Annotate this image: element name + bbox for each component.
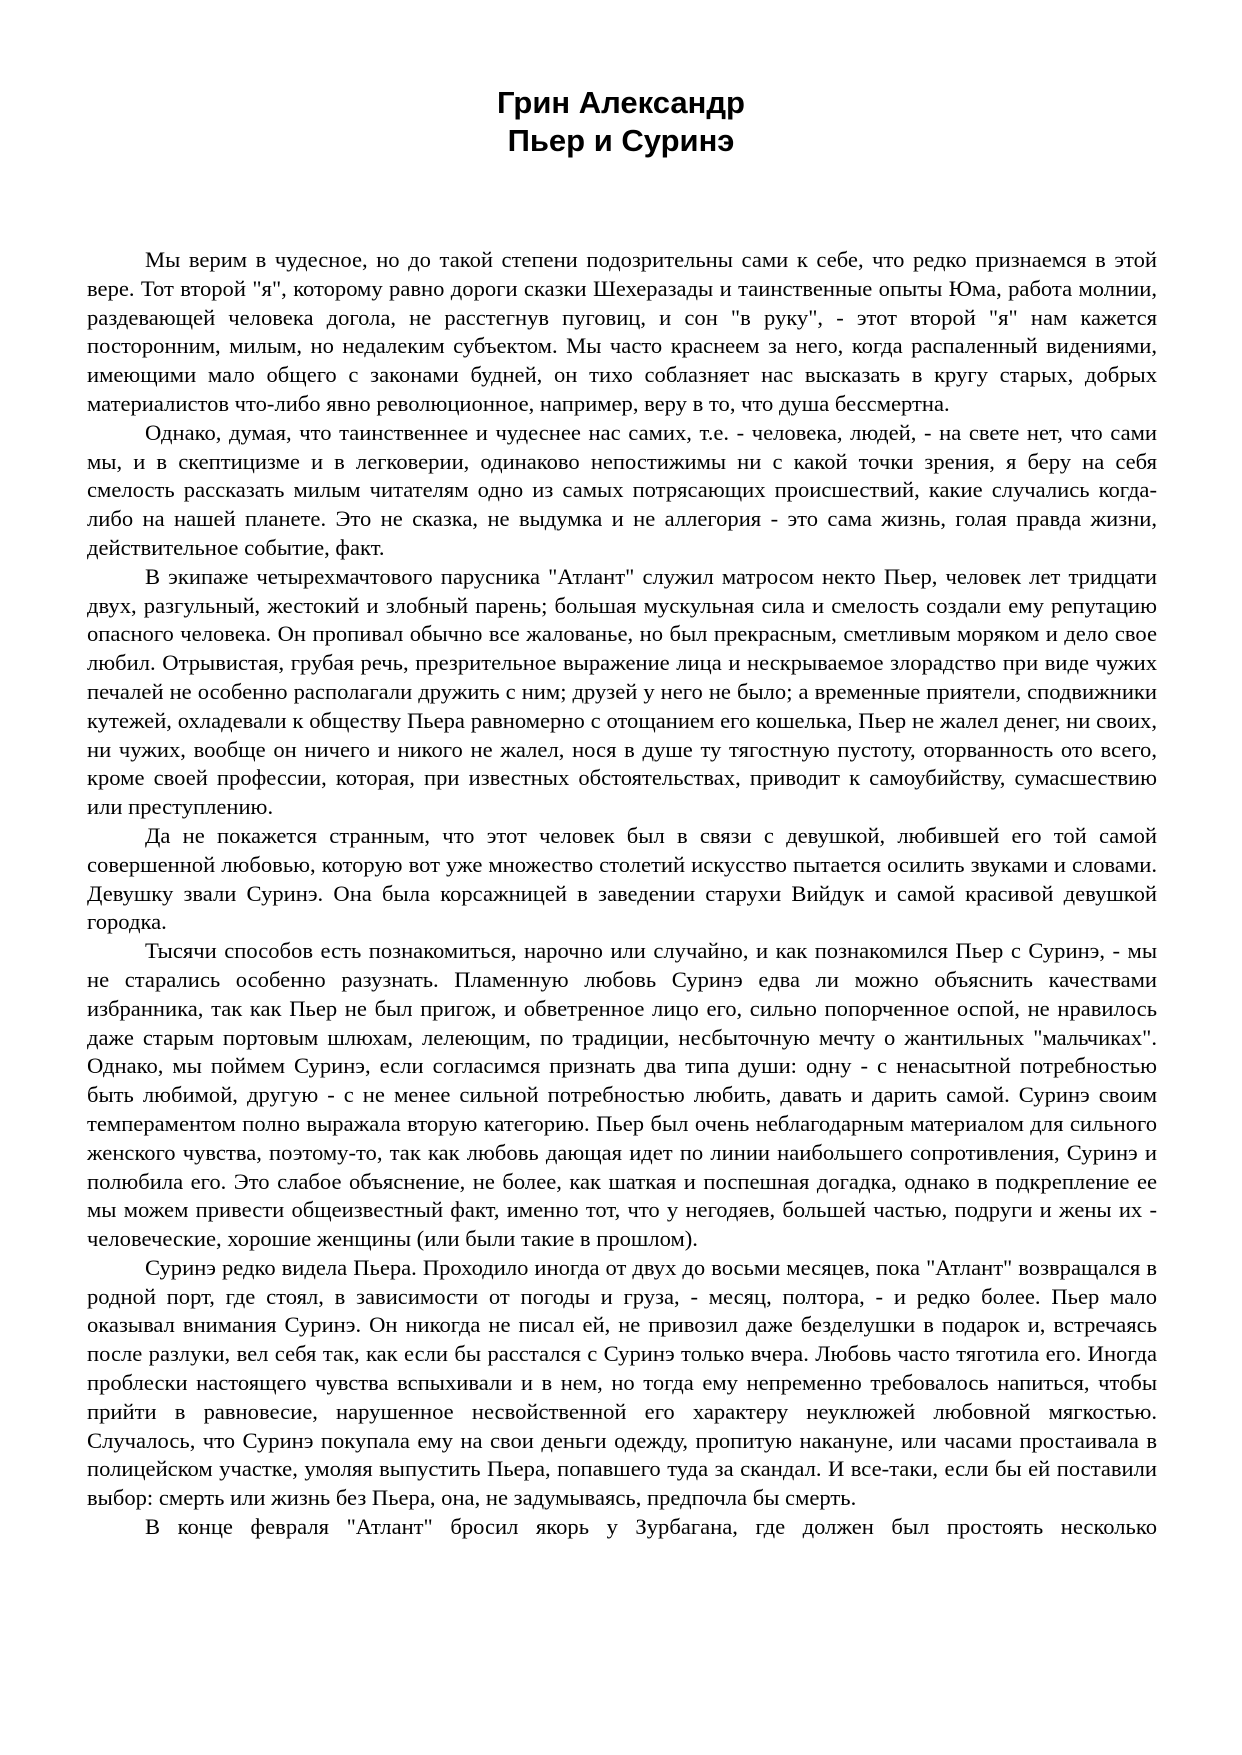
story-title: Пьер и Суринэ <box>507 123 735 158</box>
paragraph: Да не покажется странным, что этот человек был в связи с девушкой, любившей его той самой совершенной любовью, которую вот уже множество столетий искусство пытается осилить звуками и словами. Девушку звали Суринэ. Она была корсажницей в заведении старухи Вийдук и самой красивой девушкой городка. <box>87 822 1157 935</box>
author-name: Грин Александр <box>497 85 745 120</box>
paragraph: Мы верим в чудесное, но до такой степени подозрительны сами к себе, что редко признаемся в этой вере. Тот второй "я", которому равно дороги сказки Шехеразады и таинственные опыты Юма, работа молнии, раздевающей человека догола, не расстегнув пуговиц, и сон "в руку", - этот второй "я" нам кажется посторонним, милым, но недалеким субъектом. Мы часто краснеем за него, когда распаленный видениями, имеющими мало общего с законами будней, он тихо соблазняет нас высказать в кругу старых, добрых материалистов что-либо явно революционное, например, веру в то, что душа бессмертна. <box>87 247 1157 416</box>
paragraph: Тысячи способов есть познакомиться, нарочно или случайно, и как познакомился Пьер с Суринэ, - мы не старались особенно разузнать. Пламенную любовь Суринэ едва ли можно объяснить качествами избранника, так как Пьер не был пригож, и обветренное лицо его, сильно попорченное оспой, не нравилось даже старым портовым шлюхам, лелеющим, по традиции, несбыточную мечту о жантильных "мальчиках". Однако, мы поймем Суринэ, если согласимся признать два типа души: одну - с ненасытной потребностью быть любимой, другую - с не менее сильной потребностью любить, давать и дарить самой. Суринэ своим темпераментом полно выражала вторую категорию. Пьер был очень неблагодарным материалом для сильного женского чувства, поэтому-то, так как любовь дающая идет по линии наибольшего сопротивления, Суринэ и полюбила его. Это слабое объяснение, не более, как шаткая и поспешная догадка, однако в подкрепление ее мы можем привести общеизвестный факт, именно тот, что у негодяев, большей частью, подруги и жены их - человеческие, хорошие женщины (или были такие в прошлом). <box>87 938 1157 1252</box>
paragraph: Суринэ редко видела Пьера. Проходило иногда от двух до восьми месяцев, пока "Атлант" возвращался в родной порт, где стоял, в зависимости от погоды и груза, - месяц, полтора, - и редко более. Пьер мало оказывал внимания Суринэ. Он никогда не писал ей, не привозил даже безделушки в подарок и, встречаясь после разлуки, вел себя так, как если бы расстался с Суринэ только вчера. Любовь часто тяготила его. Иногда проблески настоящего чувства вспыхивали и в нем, но тогда ему непременно требовалось напиться, чтобы прийти в равновесие, нарушенное несвойственной его характеру неуклюжей любовной мягкостью. Случалось, что Суринэ покупала ему на свои деньги одежду, пропитую накануне, или часами простаивала в полицейском участке, умоляя выпустить Пьера, попавшего туда за скандал. И все-таки, если бы ей поставили выбор: смерть или жизнь без Пьера, она, не задумываясь, предпочла бы смерть. <box>87 1254 1157 1511</box>
paragraph: В экипаже четырехмачтового парусника "Атлант" служил матросом некто Пьер, человек лет тридцати двух, разгульный, жестокий и злобный парень; большая мускульная сила и смелость создали ему репутацию опасного человека. Он пропивал обычно все жалованье, но был прекрасным, сметливым моряком и дело свое любил. Отрывистая, грубая речь, презрительное выражение лица и нескрываемое злорадство при виде чужих печалей не особенно располагали дружить с ним; друзей у него не было; а временные приятели, сподвижники кутежей, охладевали к обществу Пьера равномерно с отощанием его кошелька, Пьер не жалел денег, ни своих, ни чужих, вообще он ничего и никого не жалел, нося в душе ту тягостную пустоту, оторванность ото всего, кроме своей профессии, которая, при известных обстоятельствах, приводит к самоубийству, сумасшествию или преступлению. <box>87 563 1157 820</box>
paragraph: Однако, думая, что таинственнее и чудеснее нас самих, т.е. - человека, людей, - на свете нет, что сами мы, и в скептицизме и в легковерии, одинаково непостижимы ни с какой точки зрения, я беру на себя смелость рассказать милым читателям одно из самых потрясающих происшествий, какие случались когда-либо на нашей планете. Это не сказка, не выдумка и не аллегория - это сама жизнь, голая правда жизни, действительное событие, факт. <box>87 419 1157 560</box>
story-body <box>87 246 1157 1542</box>
paragraph-last: В конце февраля "Атлант" бросил якорь у Зурбагана, где должен был простоять несколько <box>145 1514 1157 1540</box>
document-header <box>0 84 1242 160</box>
